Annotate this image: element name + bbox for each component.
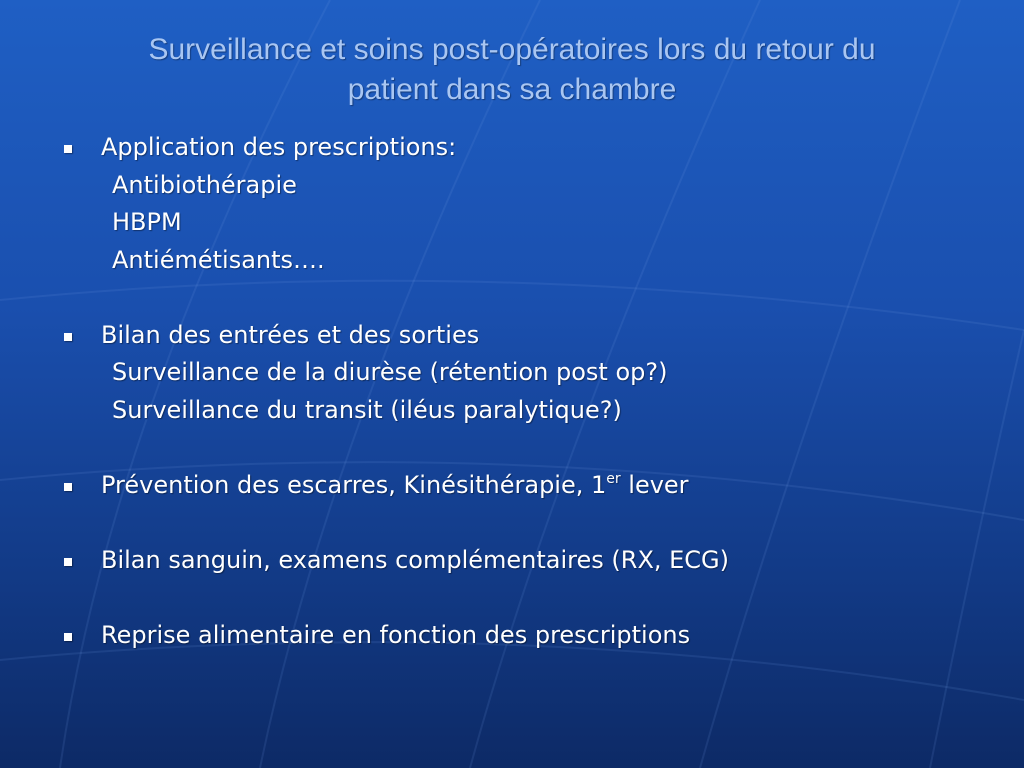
square-bullet-icon — [64, 333, 72, 341]
sub-item — [64, 167, 994, 205]
sub-item — [64, 204, 994, 242]
sub-item-text: HBPM — [112, 208, 182, 236]
list-item-text: Reprise alimentaire en fonction des prescriptions — [101, 620, 691, 649]
square-bullet-icon — [64, 483, 72, 491]
sub-item — [64, 242, 994, 280]
list-item-text-part: lever — [620, 470, 689, 499]
list-item — [64, 467, 994, 505]
list-item-text-part: Prévention des escarres, Kinésithérapie, 1 — [101, 470, 607, 499]
list-item-text: Bilan des entrées et des sorties — [101, 320, 480, 349]
bullet-list — [64, 129, 994, 654]
spacer — [64, 279, 994, 317]
slide-title — [60, 30, 964, 110]
sub-item-text: Surveillance du transit (iléus paralytique?) — [112, 395, 622, 424]
list-item — [64, 542, 994, 580]
sub-item — [64, 354, 994, 392]
sub-item-text: Surveillance de la diurèse (rétention post op?) — [112, 358, 668, 386]
square-bullet-icon — [64, 633, 72, 641]
list-item-text — [101, 467, 689, 505]
spacer — [64, 579, 994, 617]
slide-title-line-2: patient dans sa chambre — [347, 73, 677, 106]
slide-title-line-1: Surveillance et soins post-opératoires lors du retour du — [148, 33, 876, 66]
superscript: er — [606, 470, 621, 487]
list-item-text: Bilan sanguin, examens complémentaires (RX, ECG) — [101, 545, 730, 574]
sub-item — [64, 392, 994, 430]
spacer — [64, 429, 994, 467]
list-item — [64, 317, 994, 355]
list-item — [64, 617, 994, 655]
spacer — [64, 504, 994, 542]
sub-item-text: Antiémétisants…. — [112, 245, 325, 274]
sub-item-text: Antibiothérapie — [112, 170, 297, 199]
square-bullet-icon — [64, 558, 72, 566]
list-item — [64, 129, 994, 167]
list-item-text: Application des prescriptions: — [101, 133, 457, 161]
square-bullet-icon — [64, 145, 72, 153]
